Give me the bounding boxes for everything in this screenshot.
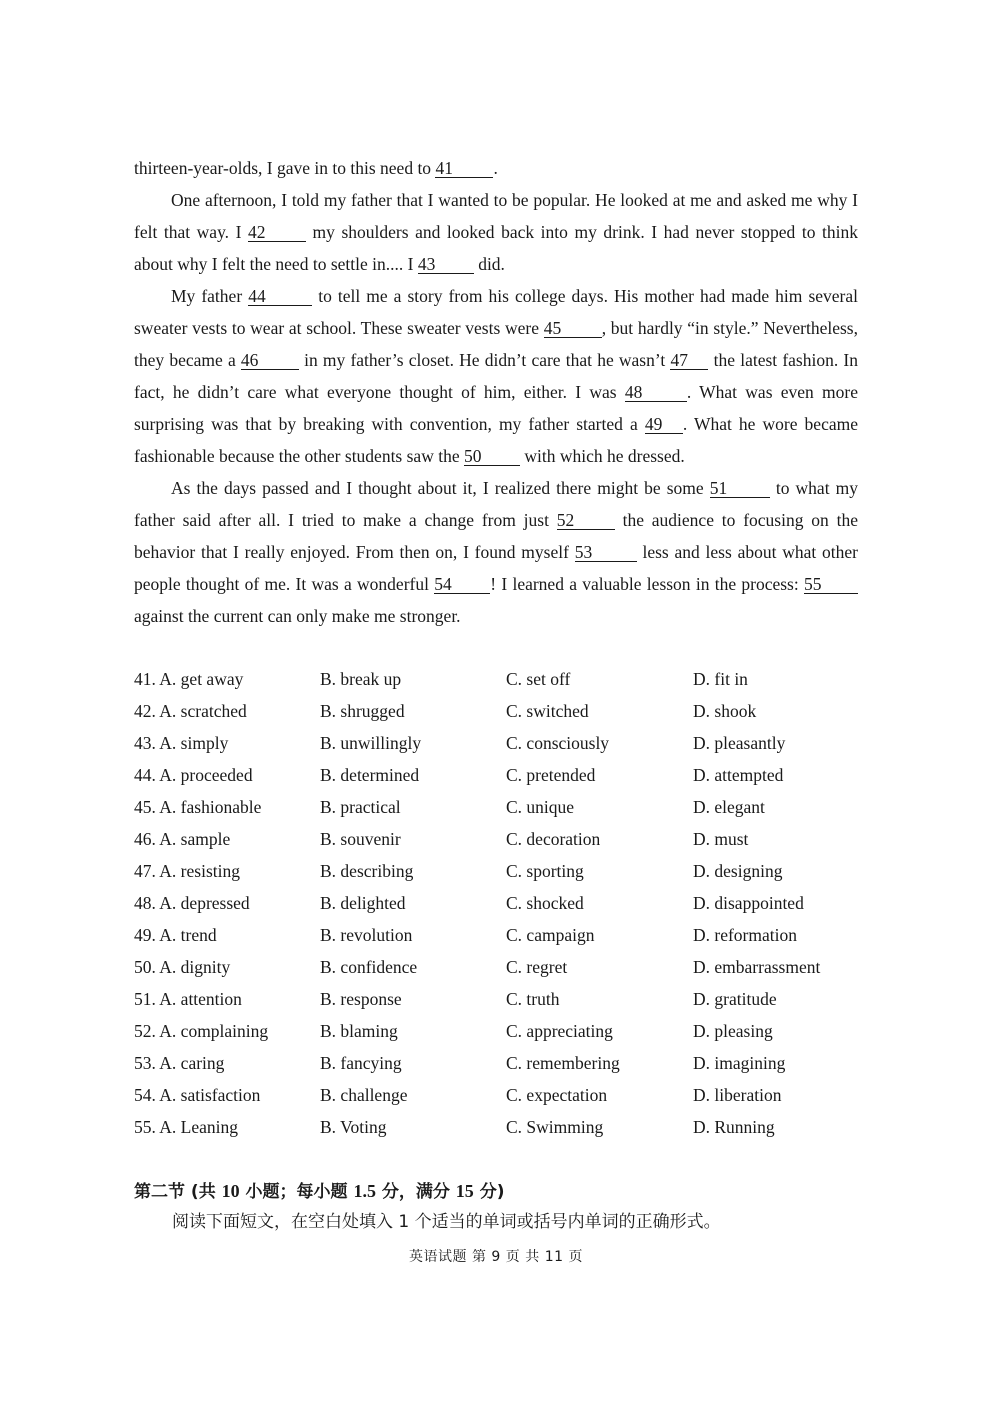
option-a: 46. A. sample bbox=[134, 829, 231, 849]
points-each: 1.5 bbox=[353, 1181, 376, 1201]
option-c: C. set off bbox=[506, 669, 571, 689]
option-c: C. campaign bbox=[506, 925, 595, 945]
option-b: B. souvenir bbox=[320, 829, 401, 849]
option-a: 54. A. satisfaction bbox=[134, 1085, 261, 1105]
option-b: B. determined bbox=[320, 765, 420, 785]
blank-41: 41 bbox=[435, 159, 493, 178]
passage-text: , but hardly “in style.” Nevertheless, they became a bbox=[134, 318, 858, 370]
passage-text: the latest fashion. In fact, he didn’t care what everyone thought of him, either. I was bbox=[134, 350, 858, 402]
blank-46: 46 bbox=[241, 351, 299, 370]
option-a: 45. A. fashionable bbox=[134, 797, 262, 817]
option-a: 42. A. scratched bbox=[134, 701, 247, 721]
option-row-43 bbox=[134, 727, 874, 759]
blank-50: 50 bbox=[464, 447, 520, 466]
answer-options bbox=[134, 663, 874, 1143]
option-d: D. elegant bbox=[693, 797, 765, 817]
option-b: B. describing bbox=[320, 861, 414, 881]
option-d: D. reformation bbox=[693, 925, 797, 945]
option-row-42 bbox=[134, 695, 874, 727]
option-d: D. disappointed bbox=[693, 893, 804, 913]
paragraph-1 bbox=[134, 152, 858, 184]
passage-text: As the days passed and I thought about it, I realized there might be some bbox=[171, 478, 710, 498]
passage-text: in my father’s closet. He didn’t care that he wasn’t bbox=[298, 350, 671, 370]
option-row-47 bbox=[134, 855, 874, 887]
option-d: D. shook bbox=[693, 701, 757, 721]
option-a: 48. A. depressed bbox=[134, 893, 250, 913]
option-row-52 bbox=[134, 1015, 874, 1047]
option-row-53 bbox=[134, 1047, 874, 1079]
passage-text: the audience to focusing on the behavior that I really enjoyed. From then on, I found myself bbox=[134, 510, 858, 562]
passage-text: less and less about what other people thought of me. It was a wonderful bbox=[134, 542, 858, 594]
option-c: C. regret bbox=[506, 957, 568, 977]
option-c: C. remembering bbox=[506, 1053, 620, 1073]
option-b: B. unwillingly bbox=[320, 733, 422, 753]
option-b: B. Voting bbox=[320, 1117, 387, 1137]
option-a: 50. A. dignity bbox=[134, 957, 231, 977]
option-c: C. sporting bbox=[506, 861, 584, 881]
blank-49: 49 bbox=[645, 415, 683, 434]
option-b: B. revolution bbox=[320, 925, 413, 945]
option-a: 53. A. caring bbox=[134, 1053, 225, 1073]
paragraph-4 bbox=[134, 472, 858, 632]
section-heading-text: 第二节 (共 bbox=[134, 1182, 222, 1202]
option-row-48 bbox=[134, 887, 874, 919]
option-d: D. liberation bbox=[693, 1085, 782, 1105]
section-instruction: 阅读下面短文，在空白处填入 1 个适当的单词或括号内单词的正确形式。 bbox=[172, 1212, 721, 1232]
option-c: C. appreciating bbox=[506, 1021, 613, 1041]
option-d: D. pleasantly bbox=[693, 733, 786, 753]
option-row-49 bbox=[134, 919, 874, 951]
passage-text: One afternoon, I told my father that I wanted to be popular. He looked at me and asked me why I felt that way. I bbox=[134, 190, 858, 242]
option-c: C. unique bbox=[506, 797, 575, 817]
option-d: D. embarrassment bbox=[693, 957, 821, 977]
option-c: C. Swimming bbox=[506, 1117, 604, 1137]
option-c: C. consciously bbox=[506, 733, 610, 753]
option-d: D. must bbox=[693, 829, 749, 849]
option-row-44 bbox=[134, 759, 874, 791]
option-c: C. decoration bbox=[506, 829, 601, 849]
option-a: 51. A. attention bbox=[134, 989, 242, 1009]
option-a: 47. A. resisting bbox=[134, 861, 240, 881]
question-count: 10 bbox=[221, 1181, 240, 1201]
option-c: C. truth bbox=[506, 989, 560, 1009]
passage-text: with which he dressed. bbox=[519, 446, 685, 466]
option-b: B. confidence bbox=[320, 957, 418, 977]
option-c: C. switched bbox=[506, 701, 589, 721]
blank-48: 48 bbox=[625, 383, 687, 402]
blank-54: 54 bbox=[434, 575, 490, 594]
option-a: 55. A. Leaning bbox=[134, 1117, 239, 1137]
option-b: B. break up bbox=[320, 669, 402, 689]
section-heading bbox=[134, 1175, 505, 1208]
option-b: B. challenge bbox=[320, 1085, 408, 1105]
option-row-55 bbox=[134, 1111, 874, 1143]
passage-text: my shoulders and looked back into my drink. I had never stopped to think about why I felt the need to settle in.... I bbox=[134, 222, 858, 274]
option-c: C. shocked bbox=[506, 893, 584, 913]
option-d: D. designing bbox=[693, 861, 783, 881]
option-row-54 bbox=[134, 1079, 874, 1111]
blank-52: 52 bbox=[557, 511, 615, 530]
blank-45: 45 bbox=[544, 319, 602, 338]
paragraph-2 bbox=[134, 184, 858, 280]
option-row-50 bbox=[134, 951, 874, 983]
passage-text: against the current can only make me stronger. bbox=[134, 606, 461, 626]
blank-44: 44 bbox=[248, 287, 312, 306]
passage-text: ! I learned a valuable lesson in the process: bbox=[490, 574, 804, 594]
option-row-45 bbox=[134, 791, 874, 823]
option-a: 49. A. trend bbox=[134, 925, 217, 945]
section-heading-text: 分，满分 bbox=[375, 1182, 456, 1202]
page-footer: 英语试题 第 9 页 共 11 页 bbox=[409, 1249, 583, 1265]
option-a: 44. A. proceeded bbox=[134, 765, 253, 785]
passage-text: . What he wore became fashionable because the other students saw the bbox=[134, 414, 858, 466]
blank-55: 55 bbox=[804, 575, 858, 594]
option-b: B. blaming bbox=[320, 1021, 398, 1041]
option-a: 43. A. simply bbox=[134, 733, 229, 753]
blank-43: 43 bbox=[418, 255, 474, 274]
option-a: 41. A. get away bbox=[134, 669, 244, 689]
total-points: 15 bbox=[455, 1181, 474, 1201]
paragraph-3 bbox=[134, 280, 858, 472]
blank-53: 53 bbox=[575, 543, 637, 562]
option-b: B. practical bbox=[320, 797, 401, 817]
passage-text: thirteen-year-olds, I gave in to this need to bbox=[134, 158, 436, 178]
option-row-46 bbox=[134, 823, 874, 855]
passage-text: to what my father said after all. I tried to make a change from just bbox=[134, 478, 858, 530]
option-d: D. imagining bbox=[693, 1053, 786, 1073]
section-heading-text: 分) bbox=[473, 1182, 505, 1202]
option-a: 52. A. complaining bbox=[134, 1021, 269, 1041]
option-d: D. gratitude bbox=[693, 989, 777, 1009]
option-d: D. pleasing bbox=[693, 1021, 773, 1041]
passage-text: . bbox=[493, 158, 498, 178]
option-row-51 bbox=[134, 983, 874, 1015]
option-d: D. fit in bbox=[693, 669, 748, 689]
passage-text: My father bbox=[171, 286, 249, 306]
blank-51: 51 bbox=[710, 479, 770, 498]
option-b: B. delighted bbox=[320, 893, 406, 913]
section-heading-text: 小题；每小题 bbox=[239, 1182, 354, 1202]
option-b: B. shrugged bbox=[320, 701, 405, 721]
passage-text: . What was even more surprising was that by breaking with convention, my father started a bbox=[134, 382, 858, 434]
cloze-passage bbox=[134, 152, 858, 632]
option-b: B. response bbox=[320, 989, 402, 1009]
option-b: B. fancying bbox=[320, 1053, 402, 1073]
option-c: C. pretended bbox=[506, 765, 596, 785]
option-row-41 bbox=[134, 663, 874, 695]
option-d: D. attempted bbox=[693, 765, 784, 785]
blank-42: 42 bbox=[248, 223, 306, 242]
passage-text: to tell me a story from his college days. His mother had made him several sweater vests to wear at school. These sweater vests were bbox=[134, 286, 858, 338]
passage-text: did. bbox=[473, 254, 505, 274]
option-d: D. Running bbox=[693, 1117, 775, 1137]
option-c: C. expectation bbox=[506, 1085, 608, 1105]
blank-47: 47 bbox=[670, 351, 708, 370]
